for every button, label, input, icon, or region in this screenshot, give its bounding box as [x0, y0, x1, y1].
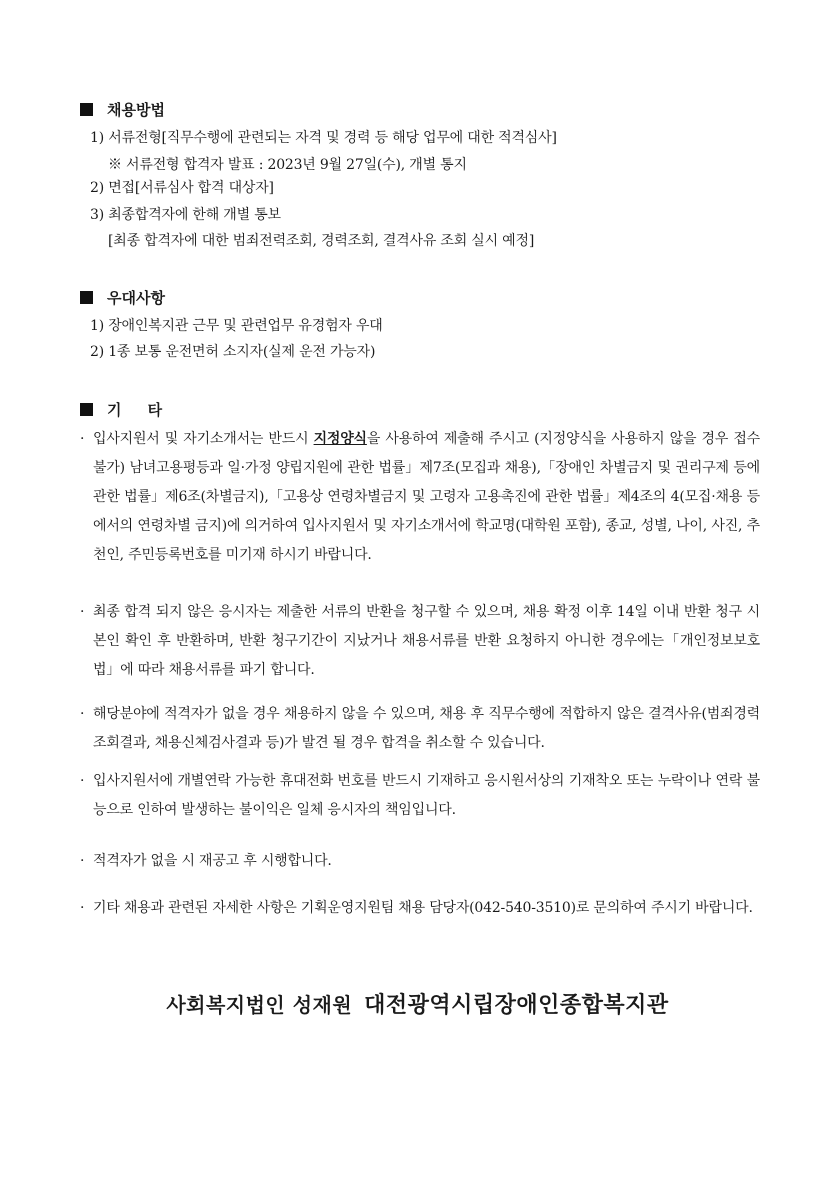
etc-bullet-1 — [80, 425, 760, 570]
bullet-dot: · — [80, 706, 85, 722]
org-prefix: 사회복지법인 성재원 — [166, 993, 353, 1017]
section-heading-etc — [80, 399, 162, 420]
section-heading-recruit-method — [80, 99, 165, 120]
bullet-dot: · — [80, 853, 85, 869]
preference-item-1: 1) 장애인복지관 근무 및 관련업무 유경험자 우대 — [90, 318, 383, 334]
bullet-dot: · — [80, 604, 85, 620]
etc-bullet-3 — [80, 700, 760, 758]
section-heading-preference — [80, 287, 165, 308]
recruit-item-1: 1) 서류전형[직무수행에 관련되는 자격 및 경력 등 해당 업무에 대한 적격심사] — [90, 130, 557, 146]
etc-bullet-5 — [80, 847, 760, 876]
square-bullet-icon — [80, 103, 93, 116]
recruit-item-3-note: [최종 합격자에 대한 범죄전력조회, 경력조회, 결격사유 조회 실시 예정] — [108, 233, 535, 249]
preference-item-2: 2) 1종 보통 운전면허 소지자(실제 운전 가능자) — [90, 344, 376, 360]
etc-bullet-6-text: 기타 채용과 관련된 자세한 사항은 기획운영지원팀 채용 담당자(042-540-3510)로 문의하여 주시기 바랍니다. — [93, 900, 753, 916]
footer-organization — [0, 988, 835, 1019]
etc-bullet-2 — [80, 598, 760, 685]
etc-bullet-6 — [80, 894, 760, 923]
etc-bullet-1-text: 입사지원서 및 자기소개서는 반드시 지정양식을 사용하여 제출해 주시고 (지정양식을 사용하지 않을 경우 접수 불가) 남녀고용평등과 일·가정 양립지원에 관한 법률」제7조(모집과 채용),「장애인 차별금지 및 권리구제 등에 관한 법률」제6조(차별금지),「고용상 연령차별금지 및 고령자 고용촉진에 관한 법률」제4조의 4(모집·채용 등에서의 연령차별 금지)에 의거하여 입사지원서 및 자기소개서에 학교명(대학원 포함), 종교, 성별, 나이, 사진, 추천인, 주민등록번호를 미기재 하시기 바랍니다. — [93, 431, 760, 563]
etc-bullet-5-text: 적격자가 없을 시 재공고 후 시행합니다. — [93, 853, 332, 869]
bullet-dot: · — [80, 773, 85, 789]
section-heading-label: 채용방법 — [107, 101, 165, 119]
square-bullet-icon — [80, 403, 93, 416]
section-heading-label: 우대사항 — [107, 289, 165, 307]
recruit-item-2: 2) 면접[서류심사 합격 대상자] — [90, 180, 274, 196]
org-main-name: 대전광역시립장애인종합복지관 — [364, 993, 669, 1018]
bullet-dot: · — [80, 900, 85, 916]
recruit-item-1-note: ※ 서류전형 합격자 발표 : 2023년 9월 27일(수), 개별 통지 — [108, 157, 467, 173]
section-heading-label: 기 타 — [107, 401, 163, 419]
etc-bullet-4-text: 입사지원서에 개별연락 가능한 휴대전화 번호를 반드시 기재하고 응시원서상의 기재착오 또는 누락이나 연락 불능으로 인하여 발생하는 불이익은 일체 응시자의 책임입니다. — [93, 773, 760, 818]
etc-bullet-2-text: 최종 합격 되지 않은 응시자는 제출한 서류의 반환을 청구할 수 있으며, 채용 확정 이후 14일 이내 반환 청구 시 본인 확인 후 반환하며, 반환 청구기간이 지났거나 채용서류를 반환 요청하지 아니한 경우에는「개인정보보호법」에 따라 채용서류를 파기 합니다. — [93, 604, 760, 678]
etc-bullet-4 — [80, 767, 760, 825]
required-form-emphasis: 지정양식 — [313, 431, 367, 447]
etc-bullet-3-text: 해당분야에 적격자가 없을 경우 채용하지 않을 수 있으며, 채용 후 직무수행에 적합하지 않은 결격사유(범죄경력조회결과, 채용신체검사결과 등)가 발견 될 경우 합격을 취소할 수 있습니다. — [93, 706, 760, 751]
square-bullet-icon — [80, 291, 93, 304]
recruit-item-3: 3) 최종합격자에 한해 개별 통보 — [90, 207, 281, 223]
bullet-dot: · — [80, 431, 85, 447]
